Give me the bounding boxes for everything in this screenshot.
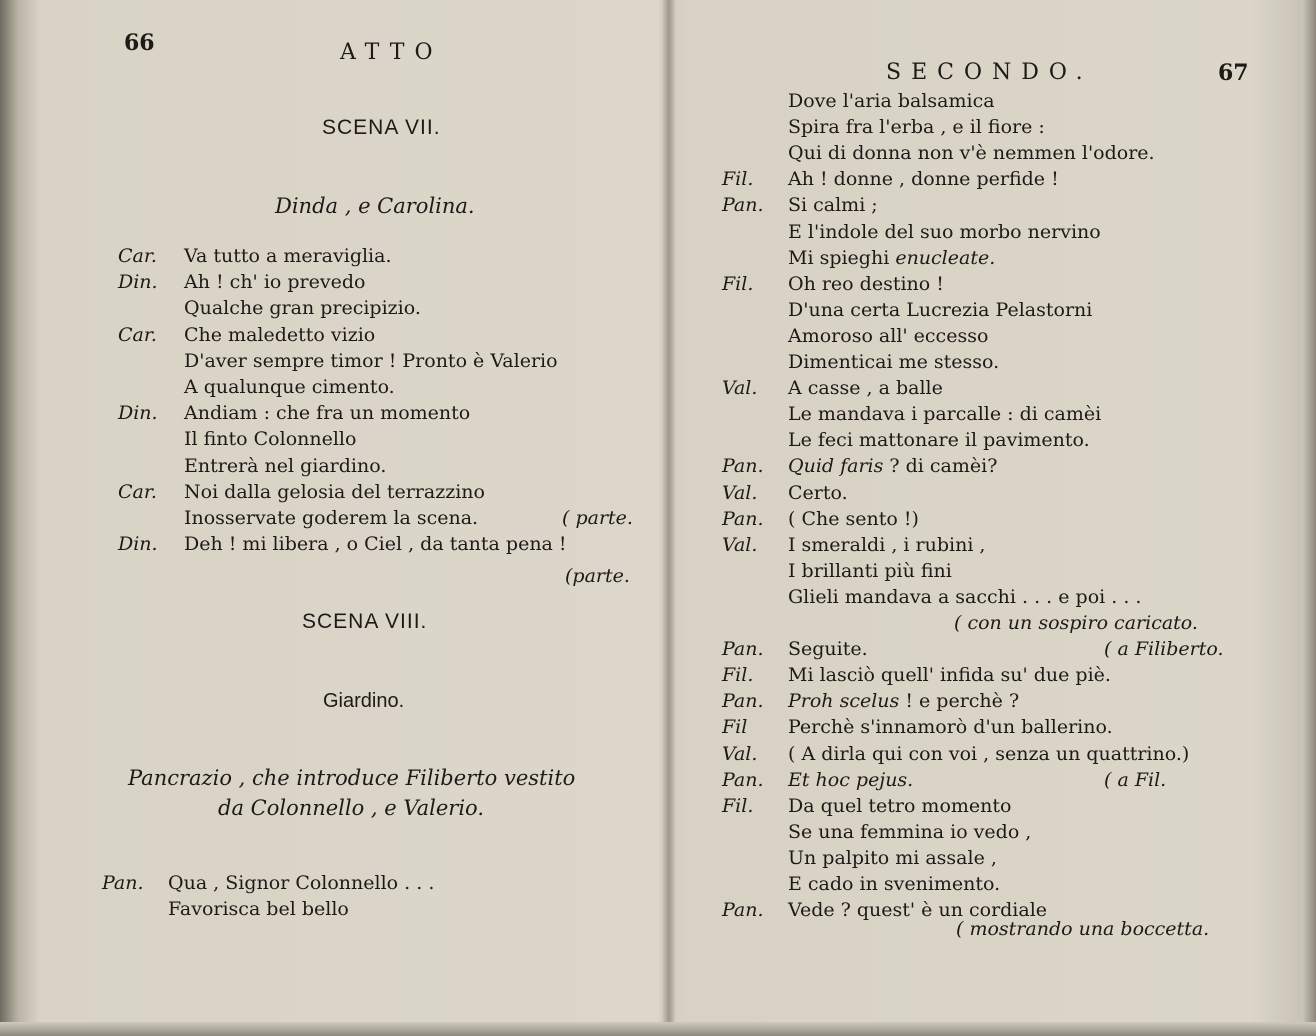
line-text [168,896,349,922]
dialogue-line [676,166,1316,192]
line-text [788,427,1090,453]
dialogue-line [0,269,662,295]
dialogue-line [676,558,1316,584]
dialogue-line [676,714,1316,740]
dialogue-line [676,375,1316,401]
speaker-label: Fil [722,716,748,739]
dialogue-line [676,819,1316,845]
dialogue-line [676,245,1316,271]
dialogue-line [676,192,1316,218]
line-text-body: ! e perchè ? [899,690,1020,713]
line-text [184,269,365,295]
line-text-body: Perchè s'innamorò d'un ballerino. [788,716,1113,739]
line-text [788,480,848,506]
dialogue-line [676,88,1316,114]
dialogue-line [676,793,1316,819]
line-text-body: ( Che sento !) [788,507,919,530]
line-text [788,245,995,271]
dialogue-line [0,531,662,557]
line-text [168,870,434,896]
line-text [184,374,395,400]
line-text [788,166,1059,192]
running-head-right: SECONDO. [886,60,1093,85]
line-text-body: Va tutto a meraviglia. [184,245,392,267]
line-text-body: Dove l'aria balsamica [788,90,995,112]
dialogue-line [676,688,1316,714]
line-text [788,558,952,584]
scene-characters-7: Dinda , e Carolina. [275,194,475,218]
line-text [788,219,1101,245]
speaker-label: Pan. [722,455,764,478]
scene-place: Giardino. [323,690,405,712]
line-text [788,401,1101,427]
line-text [788,636,868,662]
latin-phrase: Quid faris [788,455,884,478]
line-text-body: Le mandava i parcalle : di camèi [788,403,1102,426]
dialogue-line [0,505,662,531]
line-text-body: Dimenticai me stesso. [788,351,1000,373]
line-text [184,531,567,557]
line-text-body: Che maledetto vizio [184,323,376,346]
speaker-label: Pan. [722,194,764,217]
scene-characters-8-line1: Pancrazio , che introduce Filiberto vestito [128,766,576,790]
line-text [788,506,919,532]
line-text-body: Oh reo destino ! [788,272,944,295]
line-text-body: E l'indole del suo morbo nervino [788,220,1101,243]
dialogue-line [676,767,1316,793]
speaker-label: Pan. [722,899,764,922]
dialogue-line [0,295,662,321]
line-text-body: Qui di donna non v'è nemmen l'odore. [788,142,1155,165]
line-text [788,871,1000,897]
line-text [788,192,878,218]
line-text-body: Entrerà nel giardino. [184,454,387,477]
line-text-body: Amoroso all' eccesso [788,324,989,347]
speaker-label: Fil. [722,272,754,295]
speaker-label: Val. [722,481,758,504]
line-text-body: Andiam : che fra un momento [184,402,471,425]
dialogue-line [676,532,1316,558]
line-text [788,741,1189,767]
line-text [788,297,1092,323]
stage-direction: ( a Fil. [1104,768,1167,791]
speaker-label: Pan. [102,872,144,894]
dialogue-line [0,896,662,922]
dialogue-line [676,506,1316,532]
line-text-body: Il finto Colonnello [184,428,357,451]
dialogue-line [676,480,1316,506]
dialogue-line [676,271,1316,297]
line-text [788,88,995,114]
speaker-label: Car. [118,480,157,503]
line-text-body: ? di camèi? [883,455,998,478]
dialogue-line [676,323,1316,349]
line-text-body: Mi lasciò quell' infida su' due piè. [788,664,1111,687]
line-text-body: Favorisca bel bello [168,898,349,920]
line-text-body: ( A dirla qui con voi , senza un quattrino.) [788,742,1190,765]
dialogue-line [0,453,662,479]
line-text [788,584,1141,610]
line-text [184,322,375,348]
stage-direction: ( parte. [562,507,633,529]
page-number-left: 66 [124,30,155,56]
line-text-body: Qua , Signor Colonnello . . . [168,872,435,894]
line-text-body: I smeraldi , i rubini , [788,533,986,556]
speaker-label: Fil. [722,794,754,817]
scene-characters-8-line2: da Colonnello , e Valerio. [218,796,484,820]
line-text-body: Certo. [788,481,848,504]
line-text-body: D'una certa Lucrezia Pelastorni [788,298,1093,321]
speaker-label: Pan. [722,507,764,530]
line-text [788,845,997,871]
dialogue-line [676,401,1316,427]
stage-direction: ( con un sospiro caricato. [954,612,1198,634]
speaker-label: Fil. [722,168,754,191]
dialogue-line [0,322,662,348]
line-text-body: Un palpito mi assale , [788,846,997,869]
latin-word: enucleate. [895,246,996,269]
dialogue-line [676,219,1316,245]
line-text [184,295,421,321]
line-text-body: Glieli mandava a sacchi . . . e poi . . . [788,585,1142,608]
dialogue-line [0,426,662,452]
line-text [184,426,356,452]
dialogue-line [676,349,1316,375]
line-text [788,323,988,349]
line-text-body: E cado in svenimento. [788,873,1001,895]
speaker-label: Val. [722,377,758,400]
dialogue-line [676,427,1316,453]
page-bottom-edge [0,1022,1316,1036]
line-text [184,505,478,531]
dialogue-line [0,479,662,505]
dialogue-line [0,348,662,374]
line-text-body: Vede ? quest' è un cordiale [788,899,1048,922]
line-text [788,140,1155,166]
line-text-body: Ah ! donne , donne perfide ! [788,168,1059,191]
speaker-label: Car. [118,323,157,346]
speaker-label: Pan. [722,768,764,791]
speaker-label: Din. [118,533,158,556]
line-text-body: I brillanti più fini [788,559,952,582]
line-text-body: Inosservate goderem la scena. [184,507,479,529]
line-text [184,453,386,479]
dialogue-line [676,741,1316,767]
dialogue-line [676,297,1316,323]
speaker-label: Car. [118,245,157,267]
speaker-label: Pan. [722,690,764,713]
dialogue-line [676,662,1316,688]
speaker-label: Pan. [722,638,764,661]
dialogue-line [676,636,1316,662]
dialogue-line [0,870,662,896]
line-text-body: Mi spieghi [788,246,896,269]
speaker-label: Din. [118,271,158,294]
line-text-body: A casse , a balle [788,377,943,400]
latin-phrase: Et hoc pejus. [788,768,914,791]
line-text [788,714,1113,740]
book-gutter [662,0,676,1036]
running-head-left: ATTO [340,40,443,65]
line-text-body: Da quel tetro momento [788,794,1012,817]
dialogue-line [676,140,1316,166]
line-text [184,243,392,269]
dialogue-line [676,453,1316,479]
line-text [788,662,1111,688]
line-text [788,349,999,375]
dialogue-line [676,114,1316,140]
stage-direction-boccetta: ( mostrando una boccetta. [956,918,1210,940]
speaker-label: Fil. [722,664,754,687]
right-page [676,0,1316,1036]
line-text-body: Ah ! ch' io prevedo [184,271,366,294]
line-text-body: Spira fra l'erba , e il fiore : [788,116,1045,139]
line-text-body: Seguite. [788,638,868,661]
dialogue-line [676,871,1316,897]
scene-title-8: SCENA VIII. [302,610,428,633]
line-text [788,453,997,479]
scene-title-7: SCENA VII. [322,116,441,139]
stage-direction-exit: (parte. [565,565,630,587]
line-text-body: Se una femmina io vedo , [788,820,1032,843]
line-text-body: Deh ! mi libera , o Ciel , da tanta pena ! [184,533,567,556]
line-text-body: Si calmi ; [788,194,878,217]
dialogue-line [676,584,1316,610]
line-text [788,375,943,401]
speaker-label: Din. [118,402,158,425]
dialogue-line [0,400,662,426]
dialogue-line [0,243,662,269]
stage-direction: ( a Filiberto. [1104,638,1224,661]
line-text [788,793,1011,819]
latin-phrase: Proh scelus [788,690,900,713]
page-number-right: 67 [1218,60,1249,86]
line-text [788,819,1031,845]
line-text [184,479,485,505]
line-text-body: Qualche gran precipizio. [184,297,421,320]
line-text [788,532,985,558]
line-text [788,271,944,297]
line-text-body: A qualunque cimento. [184,376,395,398]
line-text [184,400,470,426]
line-text [788,114,1045,140]
line-text-body: Noi dalla gelosia del terrazzino [184,480,485,503]
dialogue-line [676,845,1316,871]
line-text-body: D'aver sempre timor ! Pronto è Valerio [184,349,558,372]
line-text [184,348,558,374]
line-text [788,767,913,793]
dialogue-line [0,374,662,400]
speaker-label: Val. [722,533,758,556]
dialogue-line [676,610,1316,636]
speaker-label: Val. [722,742,758,765]
line-text [788,688,1019,714]
line-text-body: Le feci mattonare il pavimento. [788,429,1090,452]
